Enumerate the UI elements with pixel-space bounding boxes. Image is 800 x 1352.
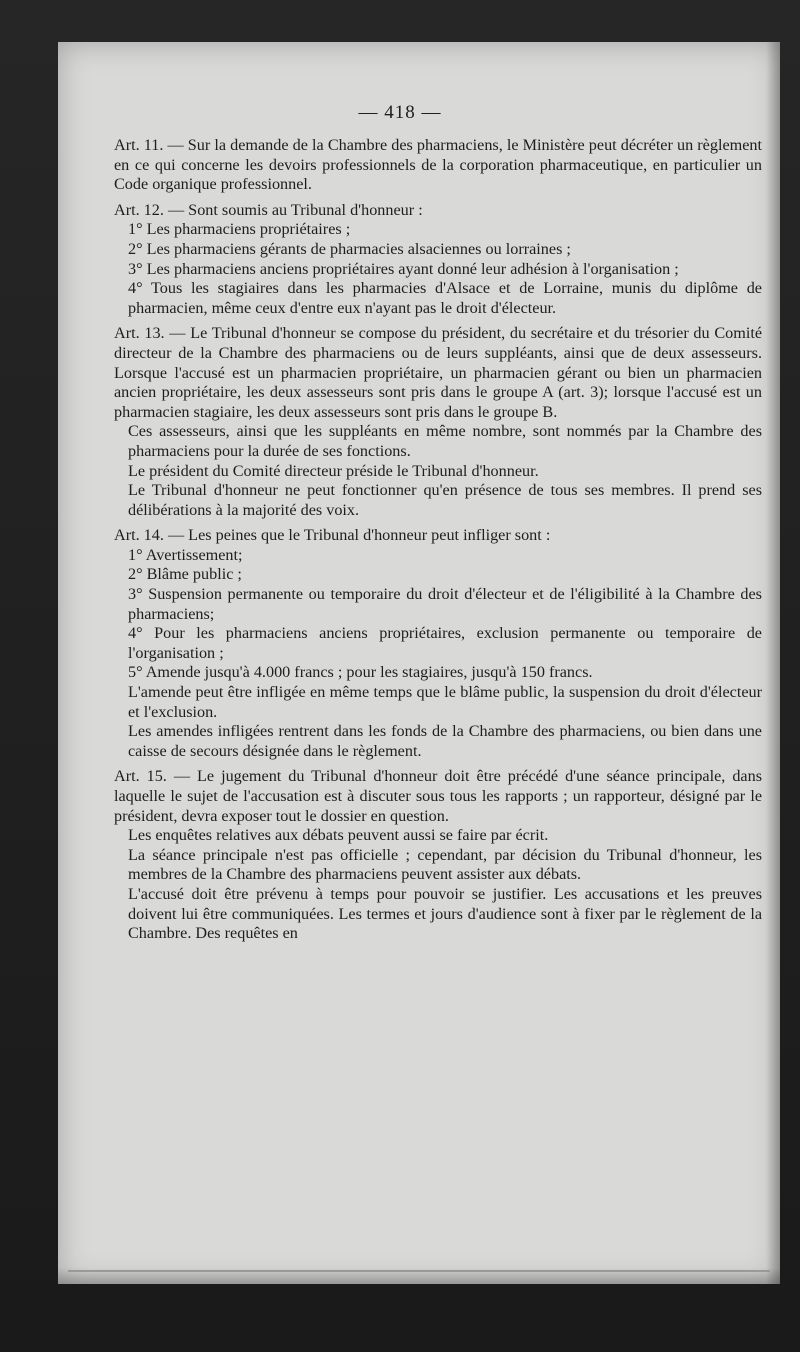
article-12-item: 2° Les pharmaciens gérants de pharmacies alsaciennes ou lorraines ; [128,239,571,258]
article-12-item: 1° Les pharmaciens propriétaires ; [128,220,351,239]
article-14-paragraph: Les amendes infligées rentrent dans les fonds de la Chambre des pharmaciens, ou bien dans une caisse de secours désignée dans le règlement. [128,722,762,760]
article-13-paragraph: Le président du Comité directeur préside le Tribunal d'honneur. [128,461,539,480]
article-14-intro: Art. 14. — Les peines que le Tribunal d'honneur peut infliger sont : [114,526,551,545]
page-number: — 418 — [358,102,442,123]
article-15-paragraph: Les enquêtes relatives aux débats peuvent aussi se faire par écrit. [128,826,549,845]
article-14-paragraph: L'amende peut être infligée en même temps que le blâme public, la suspension du droit d'électeur et l'exclusion. [128,683,762,721]
article-11: Art. 11. — Sur la demande de la Chambre des pharmaciens, le Ministère peut décréter un règlement en ce qui concerne les devoirs professionnels de la corporation pharmaceutique, en particulier un Code organique professionnel. [114,136,762,194]
article-14-item: 3° Suspension permanente ou temporaire du droit d'électeur et de l'éligibilité à la Chambre des pharmaciens; [128,585,762,623]
article-14-item: 4° Pour les pharmaciens anciens propriétaires, exclusion permanente ou temporaire de l'organisation ; [128,624,762,662]
article-12-item: 3° Les pharmaciens anciens propriétaires ayant donné leur adhésion à l'organisation ; [128,259,679,278]
article-15-paragraph: L'accusé doit être prévenu à temps pour pouvoir se justifier. Les accusations et les preuves doivent lui être communiquées. Les termes et jours d'audience sont à fixer par le règlement de la Chambre. Des requêtes en [128,884,762,943]
article-14-item: 5° Amende jusqu'à 4.000 francs ; pour les stagiaires, jusqu'à 150 francs. [128,663,593,682]
article-13-paragraph: Art. 13. — Le Tribunal d'honneur se compose du président, du secrétaire et du trésorier du Comité directeur de la Chambre des pharmaciens ou de leurs suppléants, ainsi que de deux assesseurs. Lorsque l'accusé est un pharmacien propriétaire, un pharmacien gérant ou bien un pharmacien ancien propriétaire, les deux assesseurs sont pris dans le groupe A (art. 3); lorsque l'accusé est un pharmacien stagiaire, les deux assesseurs sont pris dans le groupe B. [114,324,762,421]
article-12-item: 4° Tous les stagiaires dans les pharmacies d'Alsace et de Lorraine, munis du diplôme de pharmacien, même ceux d'entre eux n'ayant pas le droit d'électeur. [128,279,762,317]
article-14-item: 2° Blâme public ; [128,565,242,584]
article-13-paragraph: Le Tribunal d'honneur ne peut fonctionner qu'en présence de tous ses membres. Il prend ses délibérations à la majorité des voix. [128,481,762,519]
article-15-paragraph: Art. 15. — Le jugement du Tribunal d'honneur doit être précédé d'une séance principale, dans laquelle le sujet de l'accusation est à discuter sous tous les rapports ; un rapporteur, désigné par le président, devra exposer tout le dossier en question. [114,767,762,825]
page-bottom-rule [68,1270,770,1272]
article-14-item: 1° Avertissement; [128,545,243,564]
article-12-intro: Art. 12. — Sont soumis au Tribunal d'honneur : [114,200,423,219]
page-edge-shadow [766,42,780,1284]
page-body-text [114,136,762,944]
article-13-paragraph: Ces assesseurs, ainsi que les suppléants en même nombre, sont nommés par la Chambre des pharmaciens pour la durée de ses fonctions. [128,422,762,460]
article-15-paragraph: La séance principale n'est pas officielle ; cependant, par décision du Tribunal d'honneur, les membres de la Chambre des pharmaciens peuvent assister aux débats. [128,845,762,884]
